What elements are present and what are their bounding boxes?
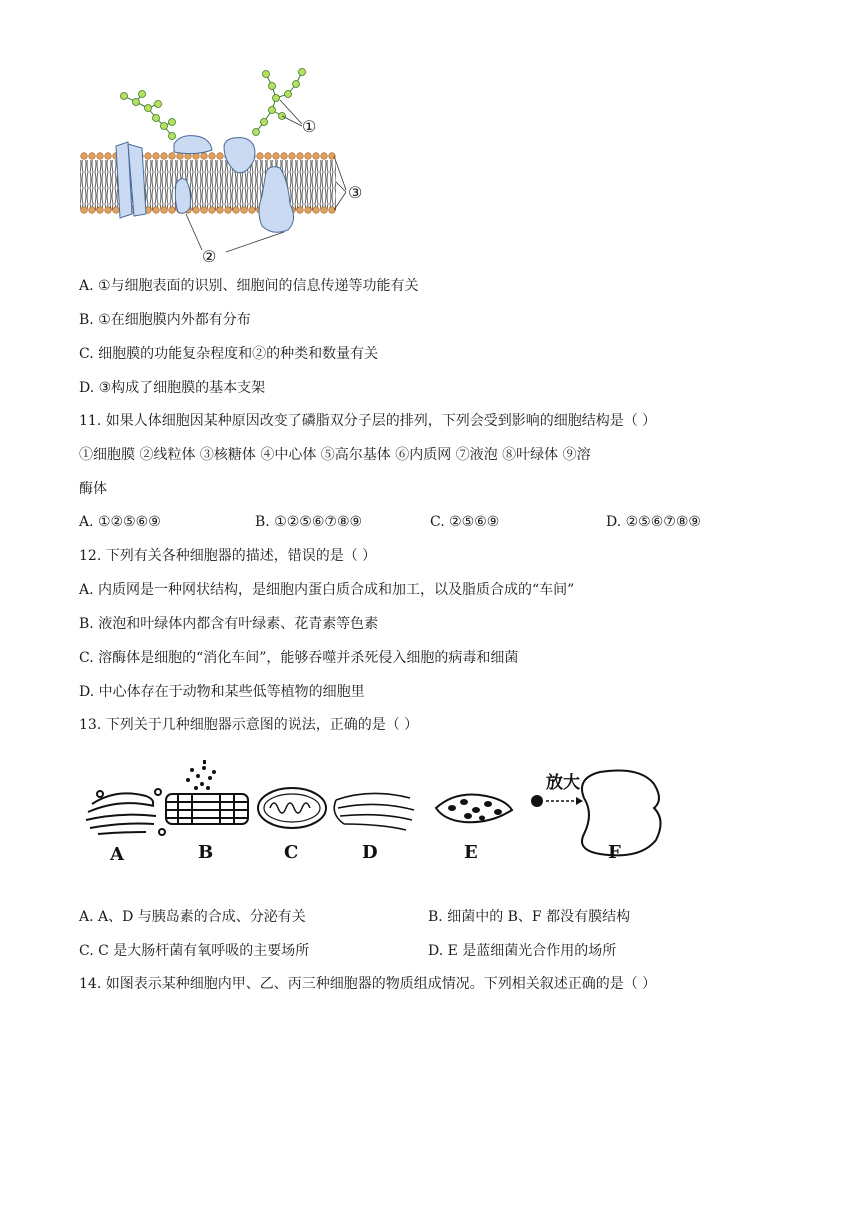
label-1: ① — [302, 117, 317, 136]
q12-option-a: A. 内质网是一种网状结构，是细胞内蛋白质合成和加工，以及脂质合成的“车间” — [79, 582, 575, 598]
q13-option-a: A. A、D 与胰岛素的合成、分泌有关 — [79, 909, 306, 925]
organelle-c-mitochondrion — [258, 788, 326, 828]
figure-label-f: F — [608, 842, 621, 863]
q10-option-a: A. ①与细胞表面的识别、细胞间的信息传递等功能有关 — [79, 278, 419, 294]
q11-option-c: C. ②⑤⑥⑨ — [430, 514, 500, 530]
label-2: ② — [202, 247, 217, 266]
q11-option-b: B. ①②⑤⑥⑦⑧⑨ — [255, 514, 363, 530]
q13-stem: 13. 下列关于几种细胞器示意图的说法，正确的是（ ） — [79, 717, 419, 733]
label-3: ③ — [348, 183, 363, 202]
q12-stem: 12. 下列有关各种细胞器的描述，错误的是（ ） — [79, 548, 377, 564]
figure-label-a: A — [110, 844, 124, 865]
organelle-b — [166, 794, 248, 824]
figure-label-b: B — [198, 842, 214, 863]
cell-membrane-figure — [76, 64, 376, 270]
q13-option-d: D. E 是蓝细菌光合作用的场所 — [428, 943, 617, 959]
figure-label-d: D — [362, 842, 378, 863]
organelles-figure — [80, 758, 680, 870]
q10-option-b: B. ①在细胞膜内外都有分布 — [79, 312, 251, 328]
q11-stem: 11. 如果人体细胞因某种原因改变了磷脂双分子层的排列，下列会受到影响的细胞结构是（ ） — [79, 413, 657, 429]
figure-label-e: E — [464, 842, 478, 863]
q12-option-d: D. 中心体存在于动物和某些低等植物的细胞里 — [79, 684, 365, 700]
q10-option-c: C. 细胞膜的功能复杂程度和②的种类和数量有关 — [79, 346, 379, 362]
q13-option-c: C. C 是大肠杆菌有氧呼吸的主要场所 — [79, 943, 310, 959]
q10-option-d: D. ③构成了细胞膜的基本支架 — [79, 380, 266, 396]
q12-option-c: C. 溶酶体是细胞的“消化车间”，能够吞噬并杀死侵入细胞的病毒和细菌 — [79, 650, 519, 666]
zoom-label: 放大 — [546, 773, 580, 793]
q11-items-line2: 酶体 — [79, 481, 107, 497]
q11-option-a: A. ①②⑤⑥⑨ — [79, 514, 161, 530]
organelle-f — [582, 771, 661, 856]
q11-option-d: D. ②⑤⑥⑦⑧⑨ — [606, 514, 701, 530]
q11-items-line1: ①细胞膜 ②线粒体 ③核糖体 ④中心体 ⑤高尔基体 ⑥内质网 ⑦液泡 ⑧叶绿体 ⑨溶 — [79, 447, 591, 463]
figure-label-c: C — [284, 842, 299, 863]
organelle-a-golgi — [86, 789, 165, 835]
q12-option-b: B. 液泡和叶绿体内都含有叶绿素、花青素等色素 — [79, 616, 379, 632]
q14-stem: 14. 如图表示某种细胞内甲、乙、丙三种细胞器的物质组成情况。下列相关叙述正确的是（ ） — [79, 976, 657, 992]
organelle-d-er — [334, 793, 414, 830]
q13-option-b: B. 细菌中的 B、F 都没有膜结构 — [428, 909, 631, 925]
